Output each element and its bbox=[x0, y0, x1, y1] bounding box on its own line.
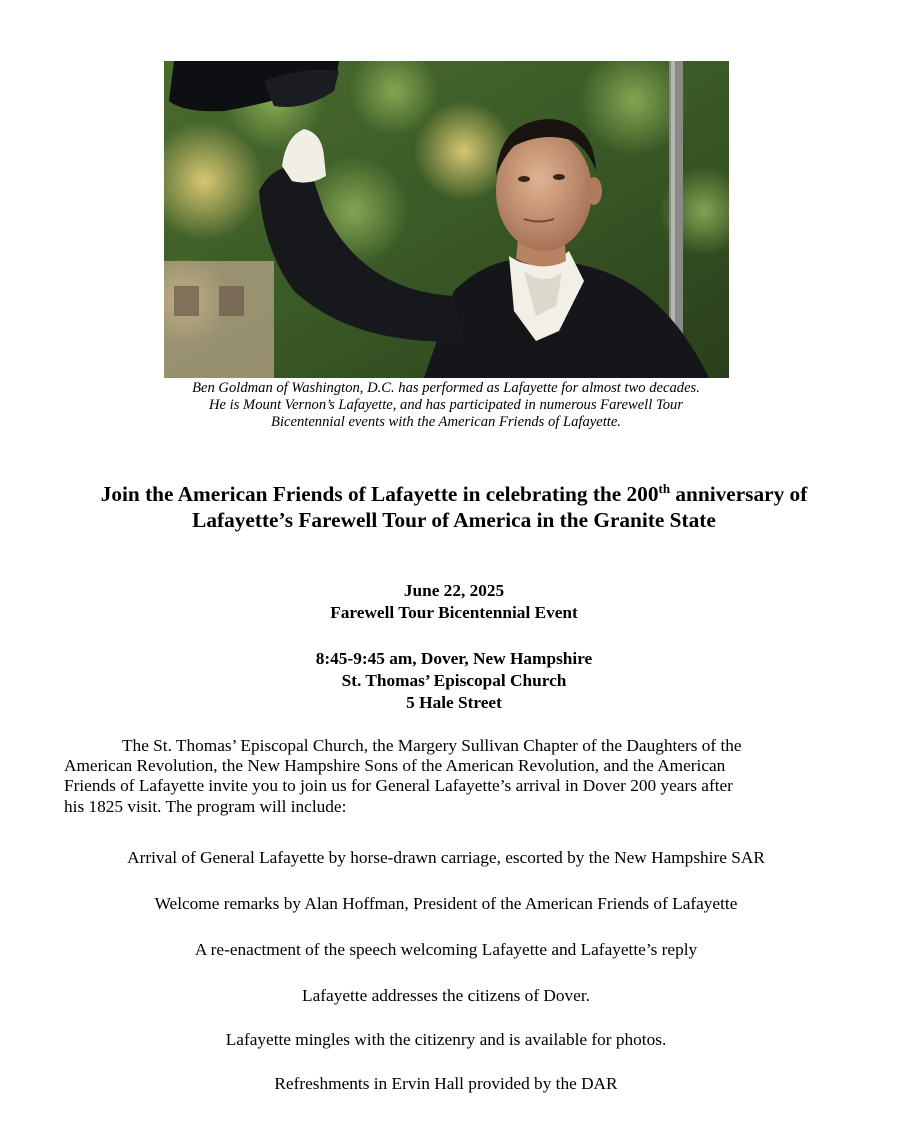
event-location-block bbox=[0, 648, 908, 714]
event-time-place: 8:45-9:45 am, Dover, New Hampshire bbox=[315, 649, 593, 668]
ordinal-suffix: th bbox=[658, 481, 671, 496]
program-item: Lafayette addresses the citizens of Dover. bbox=[302, 986, 590, 1005]
headline-text: anniversary of bbox=[670, 482, 808, 506]
program-item: Lafayette mingles with the citizenry and is available for photos. bbox=[225, 1030, 667, 1049]
intro-line: Friends of Lafayette invite you to join us for General Lafayette’s arrival in Dover 200 years after bbox=[64, 776, 733, 796]
photo-caption bbox=[120, 380, 772, 431]
event-headline bbox=[40, 481, 868, 533]
event-venue: St. Thomas’ Episcopal Church bbox=[341, 671, 567, 690]
headline-line-2: Lafayette’s Farewell Tour of America in the Granite State bbox=[192, 508, 716, 532]
event-address: 5 Hale Street bbox=[406, 693, 502, 712]
caption-line: Ben Goldman of Washington, D.C. has performed as Lafayette for almost two decades. bbox=[192, 380, 700, 396]
program-item: Arrival of General Lafayette by horse-drawn carriage, escorted by the New Hampshire SAR bbox=[127, 848, 765, 867]
intro-line: American Revolution, the New Hampshire Sons of the American Revolution, and the American bbox=[64, 756, 726, 776]
program-item: Refreshments in Ervin Hall provided by the DAR bbox=[274, 1074, 618, 1093]
caption-line: He is Mount Vernon’s Lafayette, and has participated in numerous Farewell Tour bbox=[208, 397, 683, 413]
headline-line-1 bbox=[40, 481, 868, 507]
caption-line: Bicentennial events with the American Friends of Lafayette. bbox=[271, 414, 621, 430]
intro-line: The St. Thomas’ Episcopal Church, the Margery Sullivan Chapter of the Daughters of the bbox=[122, 736, 742, 755]
headline-text: Join the American Friends of Lafayette in celebrating the 200 bbox=[100, 482, 659, 506]
event-date-block bbox=[0, 580, 908, 624]
intro-paragraph bbox=[64, 736, 844, 817]
event-date: June 22, 2025 bbox=[403, 581, 505, 600]
program-item: Welcome remarks by Alan Hoffman, President of the American Friends of Lafayette bbox=[154, 894, 738, 913]
program-item: A re-enactment of the speech welcoming Lafayette and Lafayette’s reply bbox=[194, 940, 698, 959]
intro-line: his 1825 visit. The program will include: bbox=[64, 796, 347, 816]
event-name: Farewell Tour Bicentennial Event bbox=[330, 603, 578, 622]
photo-illustration bbox=[164, 61, 729, 378]
reenactor-photo bbox=[164, 61, 729, 378]
